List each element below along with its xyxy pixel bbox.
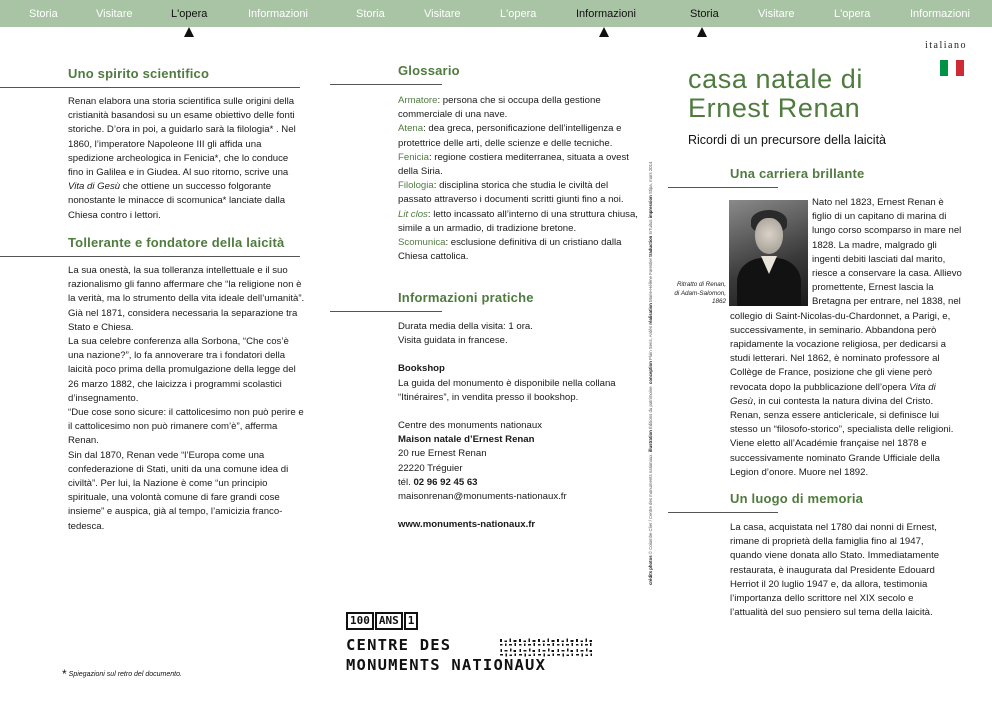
nav-storia[interactable]: Storia <box>690 8 719 20</box>
logo-line-1: CENTRE DES <box>346 636 452 654</box>
heading-rule <box>330 311 442 312</box>
nav-lopera[interactable]: L'opera <box>834 8 871 20</box>
italian-flag-icon <box>940 60 964 76</box>
heading-rule <box>668 187 778 188</box>
email-link[interactable]: maisonrenan@monuments-nationaux.fr <box>398 491 567 503</box>
bookshop-text: La guida del monumento è disponibile nella collana “Itinéraires”, in vendita presso il bookshop. <box>398 377 616 403</box>
nav-lopera[interactable]: L'opera <box>171 8 208 20</box>
section-heading-tolerance: Tollerante e fondatore della laicità <box>68 235 285 250</box>
section-body-career: Nato nel 1823, Ernest Renan è figlio di un capitano di marina di lungo corso scomparso in mare nel 1828. La madre, malgrado gli ingenti debiti lasciati dal marito, riesce a conservare la casa. Allievo promettente, Ernest lascia la Bretagna per entrare, nel 1838, nel collegio di Saint-Nicolas-du-Chardonnet, a Parigi, e, successivamente, in seminario. Abbandona però rapidamente la vocazione religiosa, per dedicarsi a studi letterari. Nel 1862, è nominato professore al Collège de France, posizione che gli viene però revocata dopo la pubblicazione dell’opera Vita di Gesù, in cui contesta la natura divina del Cristo. Renan, senza essere anticlericale, si definisce lui stesso un “filosofo-storico”, specialista delle religioni. Viene eletto all’Académie française nel 1878 e successivamente nominato Grande Ufficiale della Legion d’onore. Muore nel 1892. <box>730 197 962 478</box>
section-body-scientific-spirit: Renan elabora una storia scientifica sulle origini della cristianità basandosi su un esame obiettivo delle fonti storiche. D’ora in poi, a guidarlo sarà la filologia* . Nel 1860, l’imperatore Napoleone III gli affida una spedizione archeologica in Fenicia*, che lo conduce fino in Galilea e in Giudea. Al suo ritorno, scrive una Vita di Gesù che ottiene un successo folgorante nonostante le minacce di scomunica* lanciate dalla Chiesa contro i lettori. <box>68 96 296 221</box>
glossary-entry: Filologia: disciplina storica che studia le civiltà del passato attraverso i documenti scritti giunti fino a noi. <box>398 180 624 206</box>
section-heading-scientific-spirit: Uno spirito scientifico <box>68 66 210 81</box>
nav-informazioni[interactable]: Informazioni <box>248 8 308 20</box>
footnote: * Spiegazioni sul retro del documento. <box>62 667 182 681</box>
section-heading-practical-info: Informazioni pratiche <box>398 290 534 305</box>
nav-informazioni[interactable]: Informazioni <box>910 8 970 20</box>
logo-pattern-icon <box>454 638 638 658</box>
visit-language: Visita guidata in francese. <box>398 335 508 347</box>
address-phone: tél. 02 96 92 45 63 <box>398 476 478 488</box>
centenary-badge: 100 ANS 1 <box>346 612 419 630</box>
language-label[interactable]: italiano <box>925 40 967 51</box>
heading-rule <box>668 512 778 513</box>
page-subtitle: Ricordi di un precursore della laicità <box>688 133 887 147</box>
address-org: Centre des monuments nationaux <box>398 420 542 432</box>
logo-line-2: MONUMENTS NATIONAUX <box>346 656 547 674</box>
glossary-entry: Atena: dea greca, personificazione dell’intelligenza e protettrice delle arti, delle scienze e delle tecniche. <box>398 123 622 149</box>
heading-rule <box>330 84 442 85</box>
nav-informazioni[interactable]: Informazioni <box>576 8 636 20</box>
visit-duration: Durata media della visita: 1 ora. <box>398 321 533 332</box>
nav-storia[interactable]: Storia <box>356 8 385 20</box>
active-arrow-icon <box>184 27 194 37</box>
glossary-list <box>398 94 638 264</box>
nav-storia[interactable]: Storia <box>29 8 58 20</box>
credits-vertical: crédits photos © Colombe Clier / Centre des monuments nationaux. illustration Éditions du patrimoine. conception Plain Sens, Ardèn réalisation Marie-Hélène Forestier traduction InTuitus impression Stipa, mars 2014 <box>648 161 653 585</box>
nav-lopera[interactable]: L'opera <box>500 8 537 20</box>
heading-rule <box>0 256 300 257</box>
glossary-entry: Scomunica: esclusione definitiva di un cristiano dalla Chiesa cattolica. <box>398 237 622 263</box>
page-title: casa natale di Ernest Renan <box>688 64 864 123</box>
glossary-entry: Lit clos: letto incassato all’interno di una struttura chiusa, simile a un armadio, di tradizione bretone. <box>398 208 638 234</box>
glossary-entry: Armatore: persona che si occupa della gestione commerciale di una nave. <box>398 95 601 121</box>
portrait-caption: Ritratto di Renan, di Adam-Salomon, 1862 <box>674 281 726 305</box>
practical-info-body <box>398 320 638 532</box>
bookshop-title: Bookshop <box>398 363 445 375</box>
website-link[interactable]: www.monuments-nationaux.fr <box>398 519 536 531</box>
glossary-entry: Fenicia: regione costiera mediterranea, situata a ovest della Siria. <box>398 151 629 178</box>
active-arrow-icon <box>697 27 707 37</box>
section-body-memory: La casa, acquistata nel 1780 dai nonni di Ernest, rimane di proprietà della famiglia fino al 1947, quando viene donata allo Stato. Immediatamente restaurata, è inaugurata dal Presidente Edouard Herriot il 20 luglio 1947 e, da allora, testimonia l’importanza dello scrittore nel XIX secolo e l’attualità del suo pensiero sul tema della laicità. <box>730 522 940 619</box>
address-name: Maison natale d’Ernest Renan <box>398 434 535 446</box>
nav-visitare[interactable]: Visitare <box>96 8 133 20</box>
section-heading-career: Una carriera brillante <box>730 166 865 181</box>
cmn-logo <box>346 612 638 678</box>
nav-visitare[interactable]: Visitare <box>758 8 795 20</box>
address-city: 22220 Tréguier <box>398 462 463 474</box>
address-street: 20 rue Ernest Renan <box>398 448 487 460</box>
section-heading-glossary: Glossario <box>398 63 460 78</box>
nav-visitare[interactable]: Visitare <box>424 8 461 20</box>
heading-rule <box>0 87 300 88</box>
active-arrow-icon <box>599 27 609 37</box>
section-heading-memory: Un luogo di memoria <box>730 491 864 506</box>
section-body-tolerance: La sua onestà, la sua tolleranza intellettuale e il suo razionalismo gli fanno affermare che “la religione non è la verità, ma lo strumento della vita ideale dell’umanità”. Già nel 1871, considera necessaria la separazione tra Stato e Chiesa. La sua celebre conferenza alla Sorbona, “Che cos’è una nazione?”, lo fa annoverare tra i fondatori della laicità poco prima della promulgazione della legge del 26 marzo 1882, che laicizza i programmi scolastici d’insegnamento. “Due cose sono sicure: il cattolicesimo non può perire e il cattolicesimo non può rimanere com’è”, afferma Renan. Sin dal 1870, Renan vede “l’Europa come una confederazione di Stati, uniti da una comune idea di civiltà”. Per lui, la Nazione è come “un principio spirituale, una volontà comune di fare grandi cose insieme” e auspica, già al tempo, l’amicizia franco-tedesca. <box>68 265 305 532</box>
